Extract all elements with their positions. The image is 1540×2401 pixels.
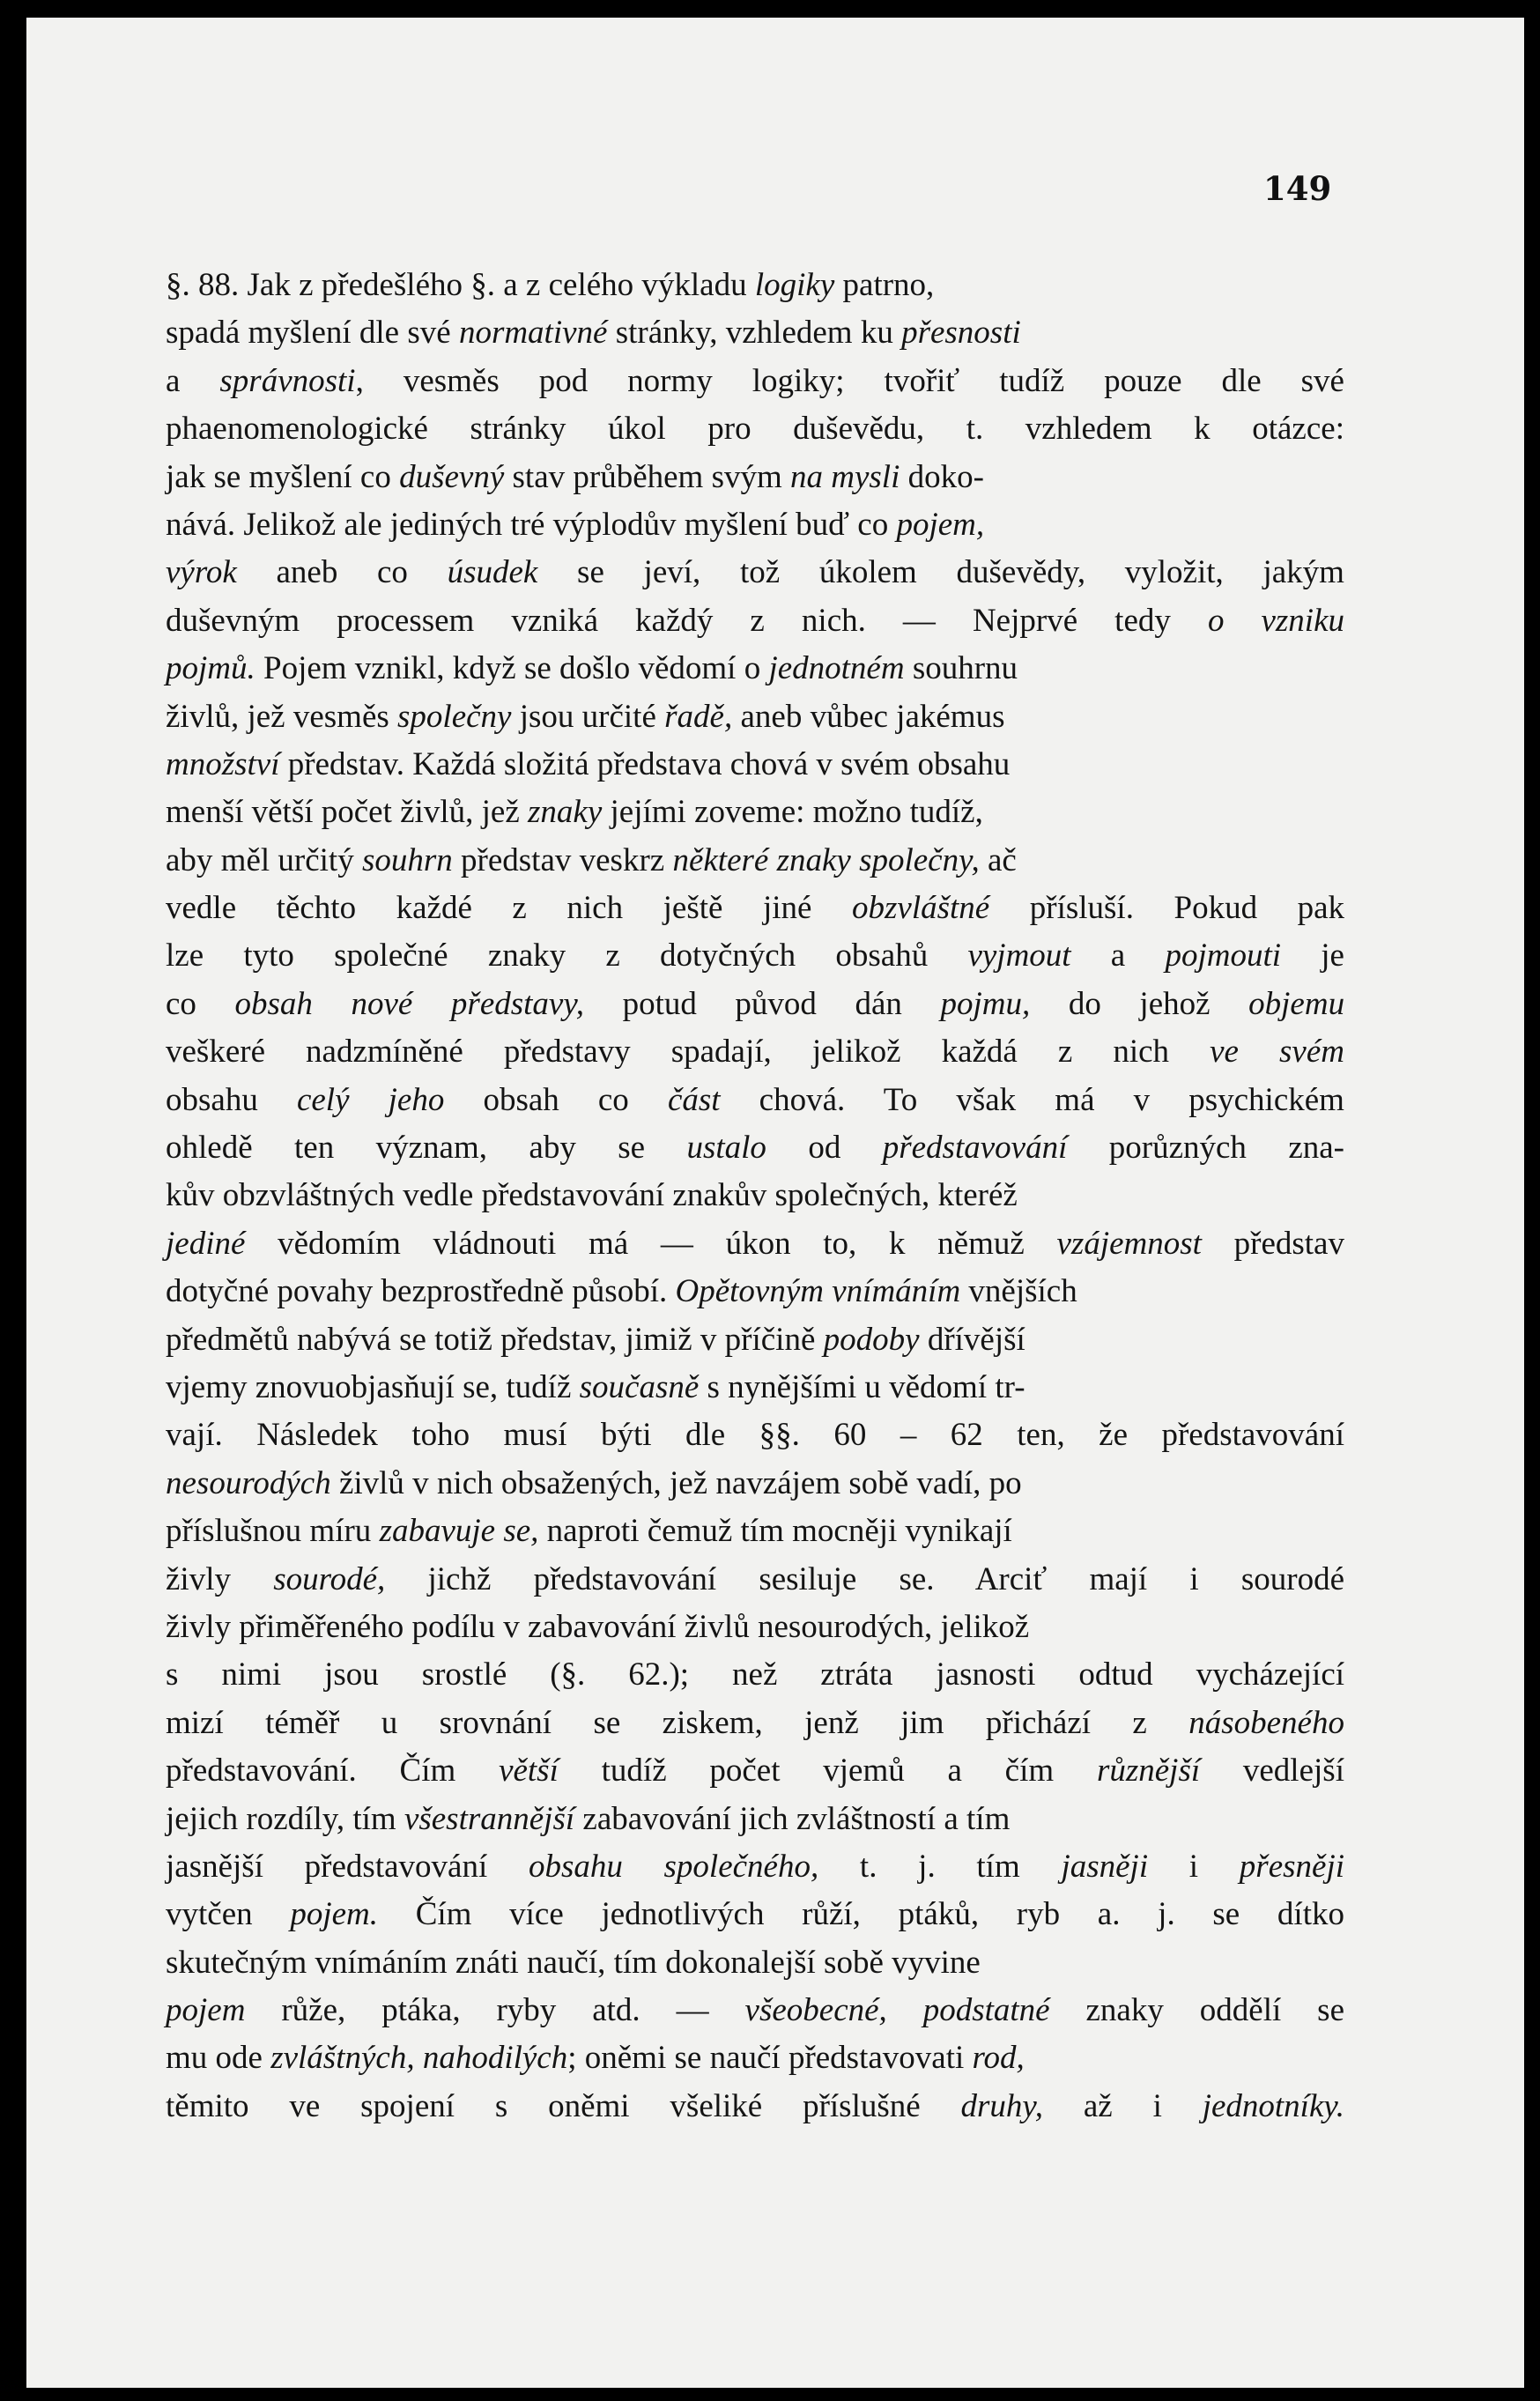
italic-text: násobeného	[1188, 1704, 1344, 1741]
text-line-content	[166, 597, 1344, 645]
text-line-content	[166, 1604, 1029, 1651]
italic-text: různější	[1096, 1753, 1201, 1790]
text-line	[166, 309, 1344, 357]
text-line	[166, 1268, 1344, 1315]
text-line	[166, 2083, 1344, 2131]
italic-text: pojmů.	[166, 650, 255, 687]
text-segment: kův obzvláštných vedle představování znakův společných, kteréž	[166, 1177, 1018, 1214]
text-segment: skutečným vnímáním znáti naučí, tím dokonalejší sobě vyvine	[166, 1944, 981, 1981]
text-line	[166, 549, 1344, 597]
text-segment: do jehož	[1030, 985, 1249, 1022]
text-segment: těmito ve spojení s oněmi všeliké příslušné	[166, 2087, 961, 2124]
text-segment: t. j. tím	[818, 1848, 1062, 1885]
italic-text: jednotníky.	[1202, 2087, 1345, 2124]
italic-text: současně	[579, 1368, 700, 1405]
text-segment: potud původ dán	[583, 985, 941, 1022]
italic-text: některé znaky společny,	[672, 841, 980, 878]
text-segment: jak se myšlení co	[166, 458, 400, 495]
text-segment: jejími zoveme: možno tudíž,	[602, 794, 983, 831]
text-line	[166, 1651, 1344, 1699]
text-segment: menší větší počet živlů, jež	[166, 794, 528, 831]
text-segment: patrno,	[834, 267, 935, 303]
italic-text: souhrn	[361, 841, 453, 878]
text-segment: aneb co	[236, 554, 448, 591]
text-segment: ; oněmi se naučí představovati	[567, 2040, 973, 2077]
text-segment: s nimi jsou srostlé (§. 62.); než ztráta jasnosti odtud vycházející	[166, 1656, 1345, 1693]
text-segment: až i	[1043, 2087, 1203, 2124]
italic-text: větší	[499, 1753, 559, 1790]
text-line	[166, 1987, 1344, 2034]
text-line-content	[166, 789, 983, 836]
text-line-content	[166, 262, 934, 309]
text-segment: obsahu	[166, 1081, 297, 1118]
italic-text: obzvláštné	[852, 890, 990, 927]
text-line	[166, 1939, 1344, 1987]
text-segment: zabavování jich zvláštností a tím	[574, 1800, 1011, 1837]
text-segment: jichž představování sesiluje se. Arciť mají i sourodé	[385, 1560, 1345, 1597]
text-line-content	[166, 885, 1344, 932]
text-line	[166, 1843, 1344, 1891]
italic-text: správnosti	[219, 362, 356, 399]
text-line	[166, 885, 1344, 932]
italic-text: ustalo	[686, 1130, 766, 1167]
text-segment: vědomím vládnouti má — úkon to, k němuž	[245, 1225, 1057, 1262]
text-line-content	[166, 1364, 1025, 1412]
text-line-content	[166, 1077, 1344, 1124]
text-line	[166, 1220, 1344, 1268]
italic-text: vyjmout	[967, 937, 1071, 974]
text-segment: mizí téměř u srovnání se ziskem, jenž jim přichází z	[166, 1704, 1189, 1741]
text-line-content	[166, 309, 1021, 357]
text-segment: přísluší. Pokud pak	[989, 890, 1345, 927]
text-segment: souhrnu	[904, 650, 1018, 687]
text-line-content	[166, 1891, 1344, 1938]
text-line-content	[166, 501, 984, 549]
text-line-content	[166, 1987, 1344, 2034]
text-segment: živlů, jež vesměs	[166, 698, 398, 735]
text-line-content	[166, 932, 1344, 980]
text-line-content	[166, 1172, 1018, 1219]
body-text	[166, 262, 1344, 2131]
text-segment: lze tyto společné znaky z dotyčných obsahů	[166, 937, 968, 974]
text-line	[166, 932, 1344, 980]
text-segment: co	[166, 985, 235, 1022]
book-page	[26, 18, 1524, 2388]
italic-text: jednotném	[768, 650, 905, 687]
italic-text: o vzniku	[1207, 602, 1345, 639]
text-line	[166, 741, 1344, 789]
text-segment: phaenomenologické stránky úkol pro duševědu, t. vzhledem k otázce:	[166, 411, 1344, 448]
text-line	[166, 1316, 1344, 1364]
text-segment: Čím více jednotlivých růží, ptáků, ryb a. j. se dítko	[378, 1896, 1344, 1933]
text-segment: vedle těchto každé z nich ještě jiné	[166, 890, 852, 927]
text-line-content	[166, 1508, 1012, 1555]
text-line-content	[166, 1220, 1344, 1268]
text-line	[166, 693, 1344, 741]
text-line	[166, 597, 1344, 645]
text-segment: růže, ptáka, ryby atd. —	[245, 1992, 745, 2029]
text-segment: obsah co	[444, 1081, 668, 1118]
text-line	[166, 1604, 1344, 1651]
text-segment: představ. Každá složitá představa chová v svém obsahu	[279, 745, 1011, 782]
text-segment: představování. Čím	[166, 1753, 500, 1790]
italic-text: pojem	[166, 1992, 246, 2029]
text-line	[166, 1556, 1344, 1604]
italic-text: přesnosti	[901, 315, 1021, 352]
text-segment: představ	[1201, 1225, 1344, 1262]
italic-text: všestrannější	[404, 1800, 575, 1837]
text-line-content	[166, 1939, 981, 1987]
text-segment: a	[166, 362, 220, 399]
text-line	[166, 789, 1344, 836]
italic-text: všeobecné, podstatné	[744, 1992, 1050, 2029]
italic-text: znaky	[528, 794, 603, 831]
text-segment: i	[1148, 1848, 1240, 1885]
text-segment: spadá myšlení dle své	[166, 315, 459, 352]
italic-text: přesněji	[1239, 1848, 1344, 1885]
text-line	[166, 1747, 1344, 1795]
text-segment: jsou určité	[511, 698, 665, 735]
text-line	[166, 645, 1344, 693]
text-line	[166, 358, 1344, 405]
italic-text: úsudek	[447, 554, 538, 591]
text-segment: doko-	[900, 458, 984, 495]
text-segment: veškeré nadzmíněné představy spadají, jelikož každá z nich	[166, 1034, 1211, 1071]
text-line	[166, 1172, 1344, 1219]
italic-text: pojmu,	[940, 985, 1031, 1022]
text-line-content	[166, 1556, 1344, 1604]
text-line-content	[166, 1700, 1344, 1747]
italic-text: pojem,	[896, 506, 985, 543]
text-line	[166, 1700, 1344, 1747]
italic-text: druhy,	[960, 2087, 1044, 2124]
text-segment: , vesměs pod normy logiky; tvořiť tudíž pouze dle své	[355, 362, 1344, 399]
text-line-content	[166, 1796, 1010, 1843]
text-segment: vedlejší	[1200, 1753, 1344, 1790]
text-line	[166, 837, 1344, 885]
italic-text: normativné	[458, 315, 608, 352]
text-segment: s nynějšími u vědomí tr-	[699, 1368, 1025, 1405]
text-line-content	[166, 405, 1344, 453]
text-segment: jasnější představování	[166, 1848, 529, 1885]
text-segment: příslušnou míru	[166, 1513, 380, 1550]
italic-text: sourodé,	[273, 1560, 386, 1597]
text-line	[166, 1364, 1344, 1412]
italic-text: Opětovným vnímáním	[675, 1273, 961, 1310]
italic-text: rod,	[972, 2040, 1025, 2077]
text-segment: dřívější	[919, 1321, 1025, 1358]
text-line-content	[166, 981, 1344, 1028]
italic-text: na mysli	[790, 458, 900, 495]
text-segment: tudíž počet vjemů a čím	[558, 1753, 1097, 1790]
text-line	[166, 454, 1344, 501]
text-segment: živly přiměřeného podílu v zabavování živlů nesourodých, jelikož	[166, 1608, 1030, 1645]
text-line	[166, 1124, 1344, 1172]
text-segment: vají. Následek toho musí býti dle §§. 60 – 62 ten, že představování	[166, 1417, 1345, 1454]
text-line-content	[166, 1843, 1344, 1891]
text-segment: chová. To však má v psychickém	[720, 1081, 1344, 1118]
text-line-content	[166, 1651, 1344, 1699]
italic-text: jasněji	[1061, 1848, 1149, 1885]
text-segment: je	[1281, 937, 1344, 974]
italic-text: část	[667, 1081, 721, 1118]
text-line-content	[166, 1268, 1077, 1315]
text-line	[166, 1412, 1344, 1459]
text-segment: dotyčné povahy bezprostředně působí.	[166, 1273, 676, 1310]
text-line-content	[166, 1747, 1344, 1795]
text-segment: představ veskrz	[452, 841, 673, 878]
italic-text: logiky	[754, 267, 835, 303]
italic-text: množství	[166, 745, 280, 782]
text-line-content	[166, 741, 1010, 789]
italic-text: pojem.	[290, 1896, 379, 1933]
text-segment: mu ode	[166, 2040, 271, 2077]
text-line-content	[166, 454, 984, 501]
text-segment: vytčen	[166, 1896, 291, 1933]
text-line	[166, 1028, 1344, 1076]
text-line	[166, 1508, 1344, 1555]
italic-text: celý jeho	[296, 1081, 445, 1118]
italic-text: pojmouti	[1165, 937, 1282, 974]
text-line	[166, 405, 1344, 453]
text-segment: znaky oddělí se	[1049, 1992, 1345, 2029]
text-segment: živlů v nich obsažených, jež navzájem sobě vadí, po	[330, 1464, 1022, 1501]
italic-text: vzájemnost	[1056, 1225, 1202, 1262]
text-line-content	[166, 1460, 1022, 1508]
text-segment: vnějších	[960, 1273, 1077, 1310]
text-segment: naproti čemuž tím mocněji vynikají	[538, 1513, 1012, 1550]
italic-text: duševný	[399, 458, 505, 495]
italic-text: společny	[397, 698, 512, 735]
text-line	[166, 981, 1344, 1028]
text-segment: aby měl určitý	[166, 841, 362, 878]
text-segment: stav průběhem svým	[504, 458, 791, 495]
text-line	[166, 2034, 1344, 2082]
text-line	[166, 1891, 1344, 1938]
text-segment: duševným processem vzniká každý z nich. — Nejprvé tedy	[166, 602, 1208, 639]
text-segment: ač	[979, 841, 1017, 878]
italic-text: zabavuje se,	[379, 1513, 539, 1550]
text-line-content	[166, 1028, 1344, 1076]
text-segment: aneb vůbec jakémus	[732, 698, 1005, 735]
italic-text: výrok	[166, 554, 237, 591]
text-line-content	[166, 1316, 1025, 1364]
text-line	[166, 262, 1344, 309]
text-segment: předmětů nabývá se totiž představ, jimiž v příčině	[166, 1321, 824, 1358]
text-segment: živly	[166, 1560, 274, 1597]
text-line-content	[166, 693, 1004, 741]
italic-text: řadě,	[664, 698, 733, 735]
text-segment: od	[766, 1130, 883, 1167]
text-line-content	[166, 837, 1017, 885]
text-line	[166, 1077, 1344, 1124]
italic-text: představování	[882, 1130, 1068, 1167]
text-segment: ohledě ten význam, aby se	[166, 1130, 687, 1167]
italic-text: podoby	[823, 1321, 920, 1358]
text-line-content	[166, 1412, 1344, 1459]
text-line-content	[166, 549, 1344, 597]
text-line	[166, 1460, 1344, 1508]
page-number: 149	[1263, 169, 1332, 208]
text-line-content	[166, 1124, 1344, 1172]
text-line-content	[166, 2083, 1344, 2131]
text-segment: stránky, vzhledem ku	[607, 315, 902, 352]
text-segment: nává. Jelikož ale jediných tré výplodův myšlení buď co	[166, 506, 897, 543]
text-segment: porůzných zna-	[1067, 1130, 1344, 1167]
text-segment: §. 88. Jak z předešlého §. a z celého výkladu	[166, 267, 755, 303]
italic-text: ve svém	[1210, 1034, 1344, 1071]
text-line-content	[166, 645, 1018, 693]
italic-text: obsahu společného,	[528, 1848, 819, 1885]
text-segment: Pojem vznikl, když se došlo vědomí o	[255, 650, 769, 687]
text-line-content	[166, 358, 1344, 405]
text-line	[166, 1796, 1344, 1843]
italic-text: obsah nové představy,	[234, 985, 584, 1022]
italic-text: zvláštných, nahodilých	[270, 2040, 568, 2077]
text-line	[166, 501, 1344, 549]
italic-text: objemu	[1248, 985, 1345, 1022]
text-segment: a	[1070, 937, 1166, 974]
text-segment: jejich rozdíly, tím	[166, 1800, 404, 1837]
text-segment: vjemy znovuobjasňují se, tudíž	[166, 1368, 580, 1405]
italic-text: nesourodých	[166, 1464, 331, 1501]
text-line-content	[166, 2034, 1025, 2082]
italic-text: jediné	[166, 1225, 246, 1262]
text-segment: se jeví, tož úkolem duševědy, vyložit, jakým	[537, 554, 1344, 591]
